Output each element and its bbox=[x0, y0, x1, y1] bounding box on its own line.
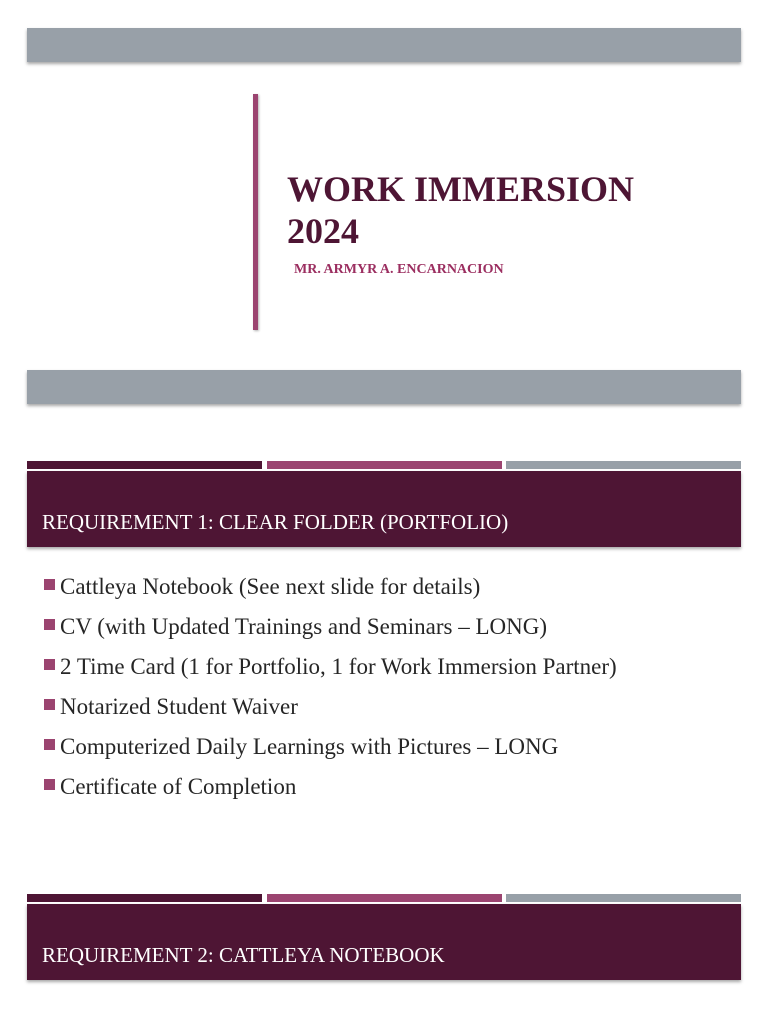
stripe-dark bbox=[27, 461, 262, 469]
square-bullet-icon bbox=[44, 579, 55, 590]
list-item bbox=[44, 774, 617, 814]
stripe-gray bbox=[506, 461, 741, 469]
square-bullet-icon bbox=[44, 739, 55, 750]
list-item bbox=[44, 574, 617, 614]
requirement-2-title: REQUIREMENT 2: CATTLEYA NOTEBOOK bbox=[42, 943, 445, 967]
header-accent-stripes bbox=[27, 894, 741, 902]
list-item bbox=[44, 614, 617, 654]
requirements-list bbox=[44, 574, 617, 814]
square-bullet-icon bbox=[44, 619, 55, 630]
list-item-text: CV (with Updated Trainings and Seminars – LONG) bbox=[60, 614, 548, 639]
stripe-dark bbox=[27, 894, 262, 902]
title-line-2: 2024 bbox=[287, 211, 359, 251]
top-gray-bar bbox=[27, 28, 741, 62]
presenter-name: MR. ARMYR A. ENCARNACION bbox=[294, 262, 504, 277]
square-bullet-icon bbox=[44, 699, 55, 710]
stripe-gray bbox=[506, 894, 741, 902]
list-item-text: 2 Time Card (1 for Portfolio, 1 for Work Immersion Partner) bbox=[60, 654, 617, 679]
requirement-2-header bbox=[27, 904, 741, 980]
list-item bbox=[44, 694, 617, 734]
title-line-1: WORK IMMERSION bbox=[287, 169, 635, 209]
list-item bbox=[44, 734, 617, 774]
square-bullet-icon bbox=[44, 779, 55, 790]
list-item-text: Notarized Student Waiver bbox=[60, 694, 298, 719]
list-item bbox=[44, 654, 617, 694]
requirement-1-header bbox=[27, 471, 741, 547]
list-item-text: Cattleya Notebook (See next slide for details) bbox=[60, 574, 481, 599]
title-divider-line bbox=[253, 94, 258, 330]
requirement-1-title: REQUIREMENT 1: CLEAR FOLDER (PORTFOLIO) bbox=[42, 510, 509, 534]
slide-title bbox=[287, 168, 634, 252]
list-item-text: Computerized Daily Learnings with Pictures – LONG bbox=[60, 734, 559, 759]
square-bullet-icon bbox=[44, 659, 55, 670]
bottom-gray-bar bbox=[27, 370, 741, 404]
stripe-magenta bbox=[267, 894, 502, 902]
stripe-magenta bbox=[267, 461, 502, 469]
list-item-text: Certificate of Completion bbox=[60, 774, 297, 799]
header-accent-stripes bbox=[27, 461, 741, 469]
